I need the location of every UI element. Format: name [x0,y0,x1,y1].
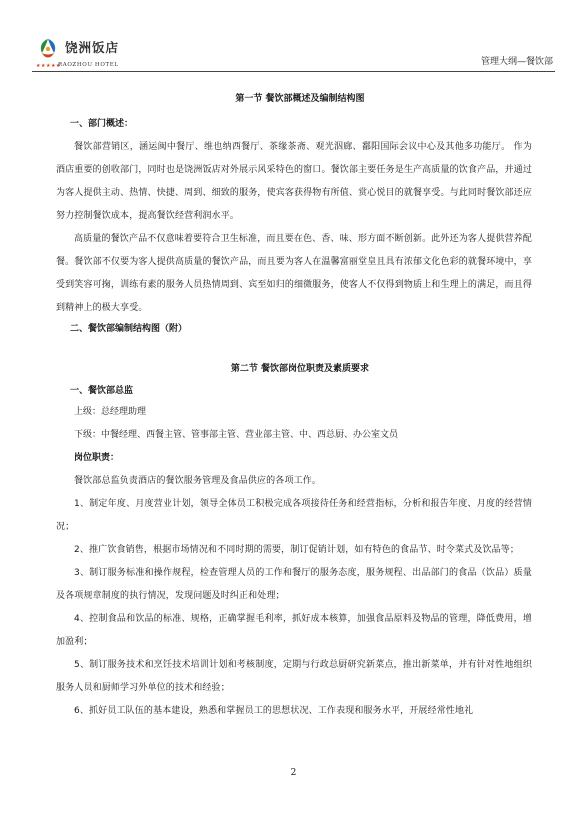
page-number: 2 [290,768,297,778]
star-rating: ★★★★★ [36,63,61,69]
duty-intro: 餐饮部总监负责酒店的餐饮服务管理及食品供应的各项工作。 [74,476,322,486]
section-2-title: 第二节 餐饮部岗位职责及素质要求 [230,364,370,374]
hotel-name: 饶洲饭店 [65,40,120,55]
duty-item: 6、抓好员工队伍的基本建设，熟悉和掌握员工的思想状况、工作表现和服务水平，开展经常性地礼 [74,706,474,716]
page-header [0,0,587,74]
duty-item: 1、制定年度、月度营业计划，领导全体员工积极完成各项接待任务和经营指标，分析和报告年度、月度的经营情况； [56,499,532,532]
section-1-title: 第一节 餐饮部概述及编制结构图 [235,94,365,104]
duty-item: 4、控制食品和饮品的标准、规格，正确掌握毛利率，抓好成本核算，加强食品原料及物品的管理，降低费用，增加盈利； [56,614,532,647]
hotel-name-en: RAOZHOU HOTEL [58,62,119,68]
duty-item: 2、推广饮食销售，根据市场情况和不同时期的需要，制订促销计划，如有特色的食品节、时令菜式及饮品等； [74,545,520,555]
hotel-logo-icon [36,37,60,61]
superior-line: 上级：总经理助理 [74,407,147,417]
section-2-sub-1: 一、餐饮部总监 [70,386,134,396]
document-label: 管理大纲—餐饮部 [480,57,553,67]
duty-heading: 岗位职责： [74,453,120,463]
paragraph: 高质量的餐饮产品不仅意味着要符合卫生标准，而且要在色、香、味、形方面不断创新。此外还为客人提供营养配餐。餐饮部不仅要为客人提供高质量的餐饮产品，而且要为客人在温馨富丽堂皇且具有浓郁文化色彩的就餐环境中，享受到笑容可掬，训练有素的服务人员热情周到、宾至如归的细微服务，使客人不仅得到物质上和生理上的满足，而且得到精神上的极大享受。 [56,234,532,313]
duty-item: 5、制订服务技术和烹饪技术培训计划和考核制度，定期与行政总厨研究新菜点，推出新菜单，并有针对性地组织服务人员和厨师学习外单位的技术和经验； [56,660,532,693]
page-body [56,88,532,723]
section-1-sub-2: 二、餐饮部编制结构图（附） [70,324,188,334]
paragraph: 餐饮部营销区，涵运闽中餐厅、维也纳西餐厅、茶缘茶斋、观光泅廊、鄱阳国际会议中心及其他多功能厅。 作为酒店重要的创收部门，同时也是饶洲饭店对外展示风采特色的窗口。餐饮部主要任务是生产高质量的饮食产品，并通过为客人提供主动、热情、快捷、周到、细致的服务，使宾客获得物有所值、赏心悦目的就餐享受。与此同时餐饮部还应努力控制餐饮成本，提高餐饮经营利润水平。 [56,142,532,221]
header-divider [32,71,555,72]
duty-item: 3、制订服务标准和操作规程，检查管理人员的工作和餐厅的服务态度，服务规程、出品部门的食品（饮品）质量及各项规章制度的执行情况，发现问题及时纠正和处理； [56,568,532,601]
subordinate-line: 下级：中餐经理、西餐主管、管事部主管、营业部主管、中、西总厨、办公室文员 [74,430,399,440]
section-1-sub-1: 一、部门概述： [70,119,134,129]
